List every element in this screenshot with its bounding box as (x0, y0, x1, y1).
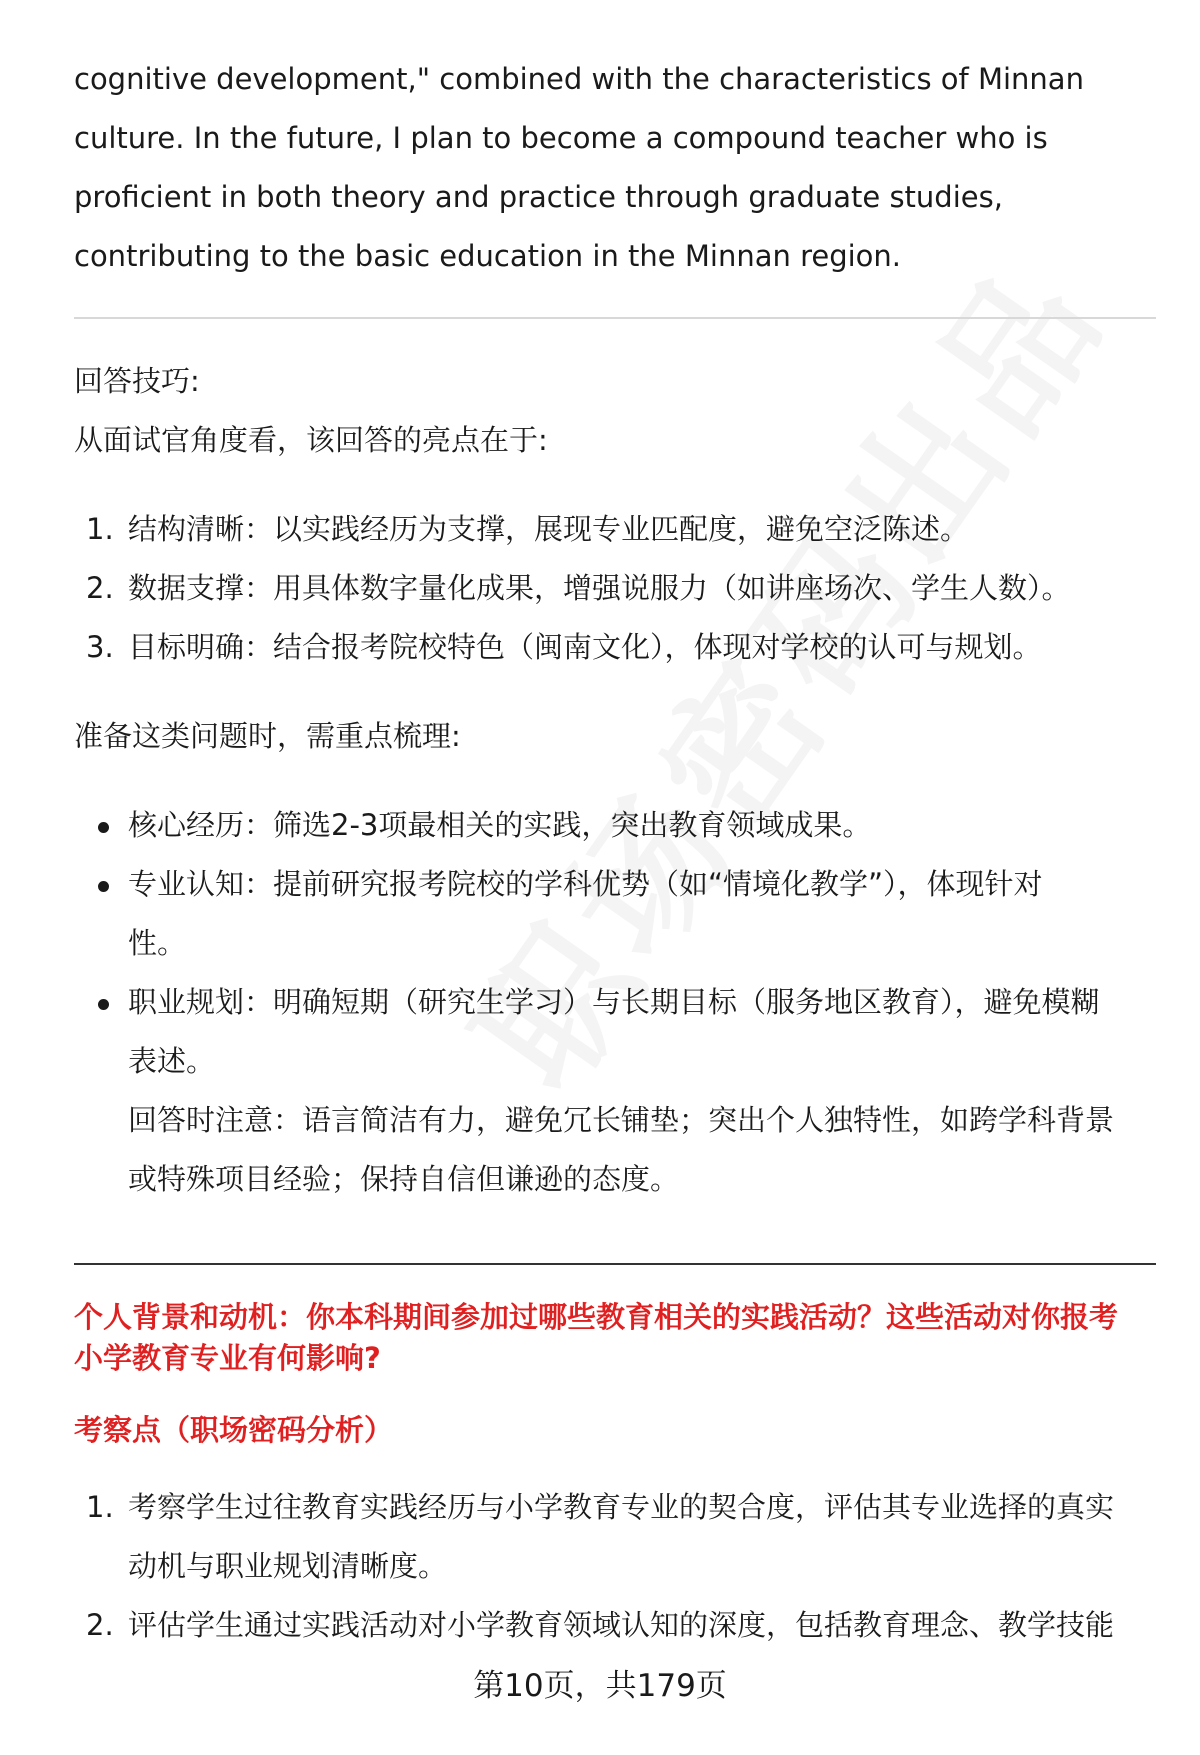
list-item (74, 618, 1156, 677)
intro-line: cognitive development," combined with the characteristics of Minnan (74, 62, 1084, 96)
list-item-text: 专业认知：提前研究报考院校的学科优势（如“情境化教学”），体现针对 (128, 867, 1043, 901)
analysis-heading: 考察点（职场密码分析） (74, 1413, 394, 1447)
answer-note: 回答时注意：语言简洁有力，避免冗长铺垫；突出个人独特性，如跨学科背景 (128, 1103, 1115, 1137)
list-item (74, 973, 1156, 1209)
list-number: 1. (86, 1490, 114, 1524)
list-number: 2. (86, 1608, 114, 1642)
list-item (74, 1596, 1156, 1655)
question-line: 个人背景和动机：你本科期间参加过哪些教育相关的实践活动？这些活动对你报考 (74, 1300, 1119, 1334)
prep-bullets (74, 796, 1156, 1209)
list-item-text: 考察学生过往教育实践经历与小学教育专业的契合度，评估其专业选择的真实 (128, 1490, 1115, 1524)
prep-heading: 准备这类问题时，需重点梳理: (74, 719, 461, 753)
list-item-text: 动机与职业规划清晰度。 (128, 1549, 448, 1583)
answer-note: 或特殊项目经验；保持自信但谦逊的态度。 (128, 1162, 680, 1196)
intro-line: proficient in both theory and practice through graduate studies, (74, 180, 1003, 214)
section-divider (74, 317, 1156, 319)
intro-line: contributing to the basic education in the Minnan region. (74, 239, 902, 273)
list-number: 1. (86, 512, 114, 546)
list-item-text: 结构清晰：以实践经历为支撑，展现专业匹配度，避免空泛陈述。 (128, 512, 970, 546)
intro-line: culture. In the future, I plan to become a compound teacher who is (74, 121, 1048, 155)
list-item (74, 500, 1156, 559)
highlights-list (74, 500, 1156, 677)
question-title (74, 1297, 1156, 1379)
list-item-text: 表述。 (128, 1044, 216, 1078)
list-item-text: 核心经历：筛选2-3项最相关的实践，突出教育领域成果。 (128, 808, 872, 842)
analysis-points (74, 1478, 1156, 1655)
tips-heading: 回答技巧: (74, 364, 200, 398)
list-item-text: 职业规划：明确短期（研究生学习）与长期目标（服务地区教育），避免模糊 (128, 985, 1100, 1019)
list-item-text: 目标明确：结合报考院校特色（闽南文化），体现对学校的认可与规划。 (128, 630, 1042, 664)
list-item (74, 1478, 1156, 1596)
list-item-text: 数据支撑：用具体数字量化成果，增强说服力（如讲座场次、学生人数）。 (128, 571, 1071, 605)
bullet-icon (98, 822, 109, 833)
intro-paragraph (74, 50, 1154, 286)
tips-subheading: 从面试官角度看，该回答的亮点在于: (74, 423, 548, 457)
list-item (74, 559, 1156, 618)
list-item (74, 855, 1156, 973)
list-item-text: 评估学生通过实践活动对小学教育领域认知的深度，包括教育理念、教学技能 (128, 1608, 1115, 1642)
question-divider (74, 1263, 1156, 1265)
list-item-text: 性。 (128, 926, 187, 960)
bullet-icon (98, 881, 109, 892)
list-number: 3. (86, 630, 114, 664)
bullet-icon (98, 999, 109, 1010)
list-number: 2. (86, 571, 114, 605)
list-item (74, 796, 1156, 855)
page-number: 第10页，共179页 (473, 1668, 727, 1704)
question-line: 小学教育专业有何影响? (74, 1341, 381, 1375)
